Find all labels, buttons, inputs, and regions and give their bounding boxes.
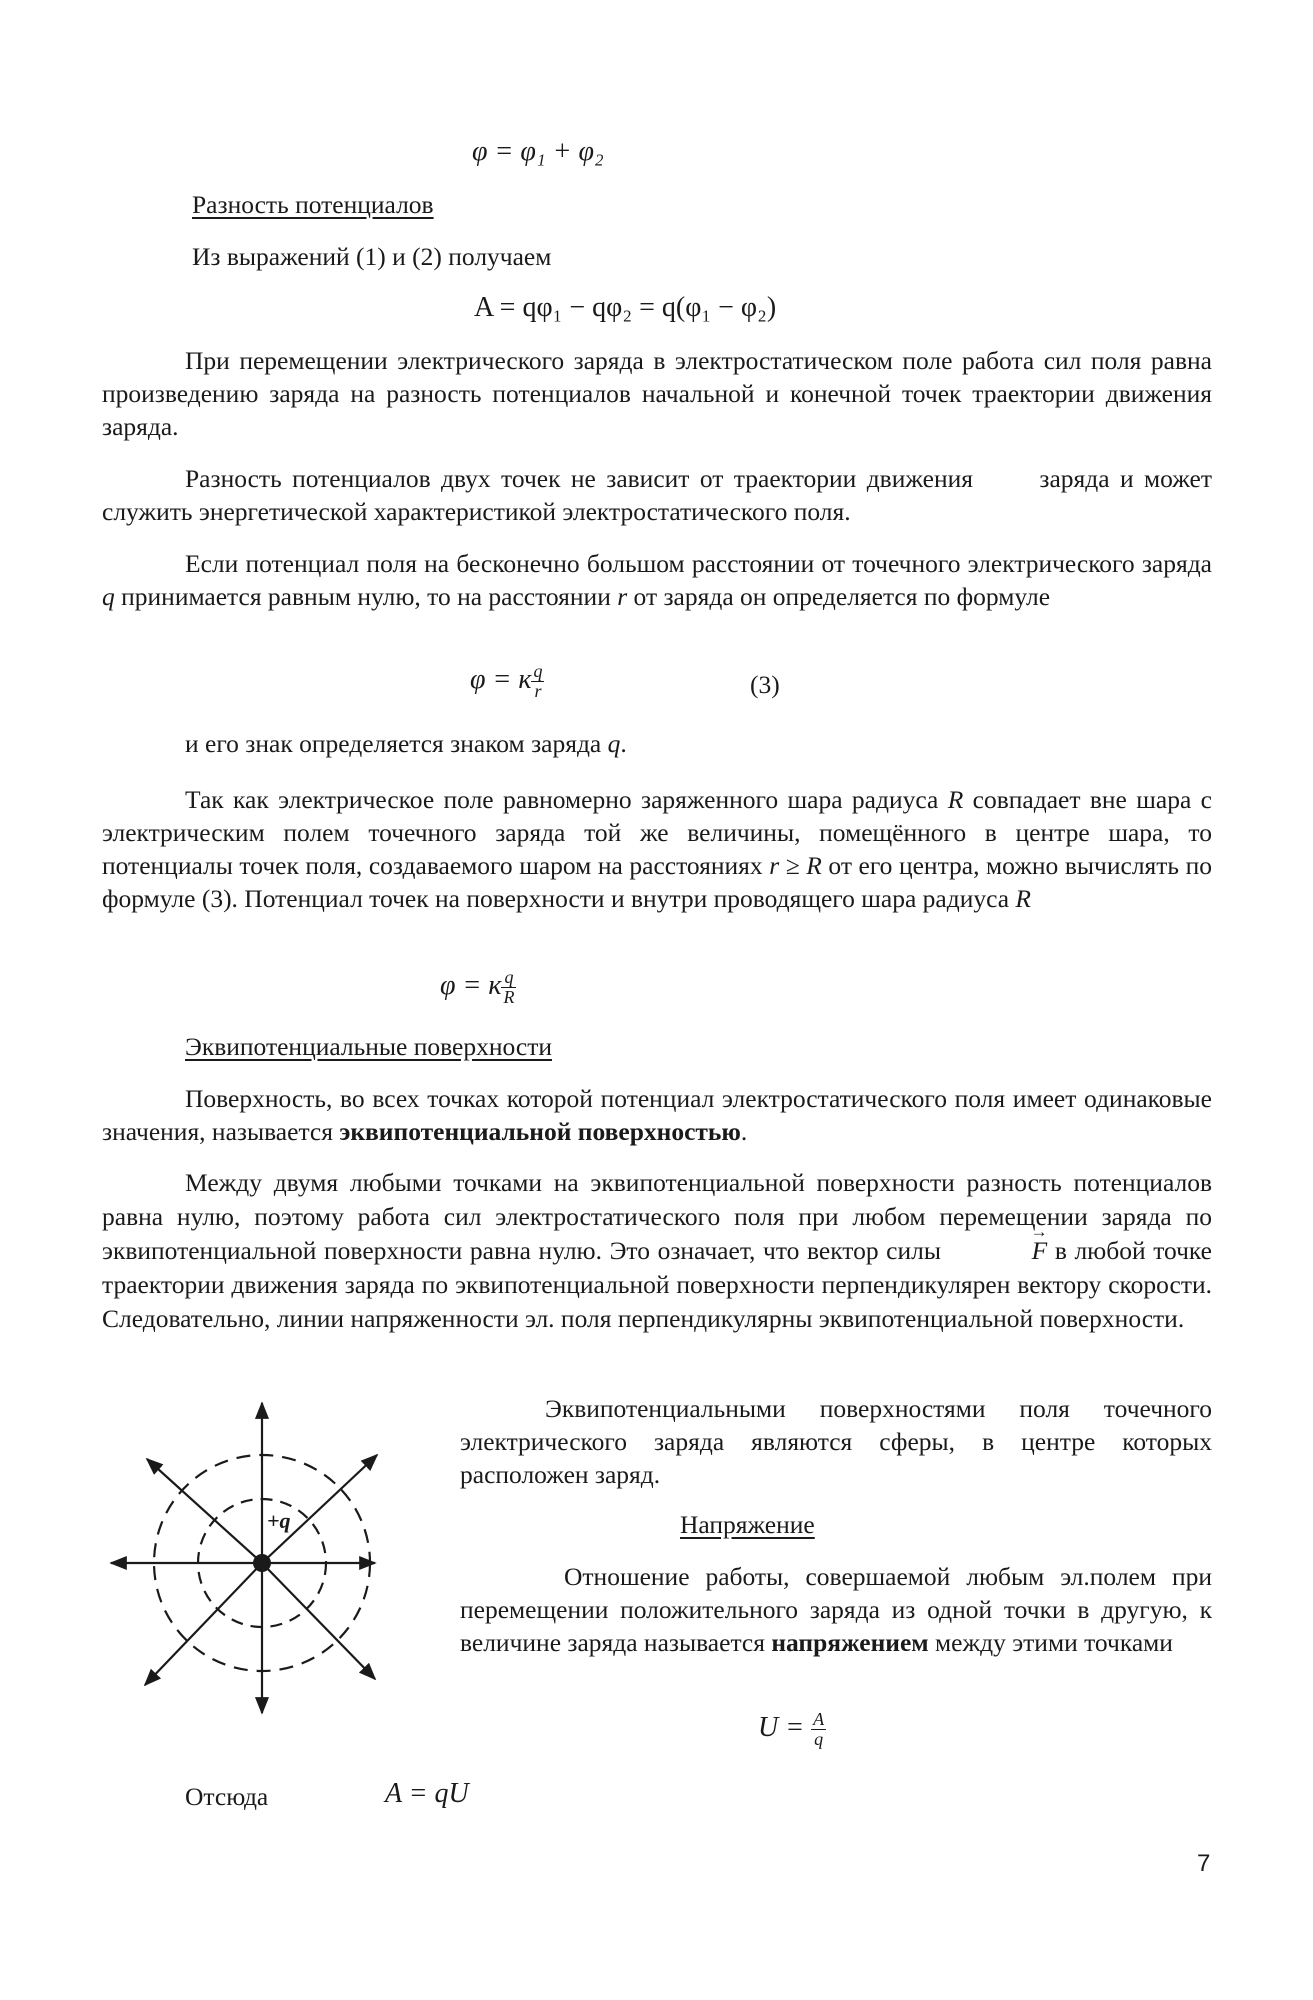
result-label: Отсюда — [185, 1782, 269, 1811]
formula-voltage — [758, 1710, 826, 1749]
equipotential-figure — [105, 1395, 385, 1720]
paragraph-independence-part-a: Разность потенциалов двух точек не зависит от траектории движения — [185, 464, 973, 493]
paragraph-eq-def-dot: . — [740, 1117, 748, 1146]
paragraph-infinity — [102, 547, 1212, 613]
formula-phi-sum — [472, 136, 604, 168]
paragraph-from-expressions: Из выражений (1) и (2) получаем — [192, 242, 552, 271]
formula-sphere-potential — [440, 968, 516, 1007]
formula-number-3: (3) — [750, 670, 780, 699]
fraction-q-over-R — [501, 968, 516, 1007]
fraction-denominator: q — [814, 1729, 824, 1749]
fraction-denominator: r — [534, 681, 542, 701]
fraction-A-over-q — [811, 1710, 826, 1749]
paragraph-eq-work-part-b: в любой точке траектории движения заряда по эквипотенциальной поверхности перпендикулярен вектору скорости. Следовательно, линии напряженности эл. поля перпендикулярны эквипотенциальной поверхности. — [102, 1236, 1213, 1333]
fraction-numerator: q — [533, 661, 543, 681]
paragraph-equipotential-work — [102, 1166, 1212, 1336]
paragraph-independence-part-b: заряда и — [1039, 464, 1134, 493]
field-line-down-right — [262, 1563, 375, 1679]
fraction-denominator: R — [503, 987, 515, 1007]
fraction-numerator: q — [501, 968, 516, 988]
heading-voltage: Напряжение — [680, 1510, 815, 1539]
paragraph-spheres: Эквипотенциальными поверхностями поля точечного электрического заряда являются сферы, в центре которых расположен заряд. — [460, 1394, 1212, 1489]
paragraph-sphere-R1: R — [947, 785, 964, 814]
formula-work — [474, 292, 776, 324]
fraction-numerator: A — [813, 1709, 825, 1729]
paragraph-equipotential-definition — [102, 1082, 1212, 1148]
paragraph-infinity-r: r — [617, 582, 628, 611]
paragraph-sphere-R2: R — [1015, 884, 1031, 913]
page-number: 7 — [1197, 1850, 1211, 1877]
formula-sphere-lhs: φ = к — [440, 969, 502, 1001]
charge-label: +q — [267, 1508, 291, 1533]
heading-equipotential: Эквипотенциальные поверхности — [185, 1032, 552, 1061]
paragraph-infinity-part-a: Если потенциал поля на бесконечно большом расстоянии от точечного электрического заряда — [185, 549, 1212, 578]
formula-work-text: A = qφ₁ − qφ₂ = q(φ₁ − φ₂) — [474, 292, 777, 323]
heading-potential-difference: Разность потенциалов — [192, 190, 434, 219]
paragraph-sign — [185, 727, 627, 760]
paragraph-voltage-part-a: Отношение работы, совершаемой любым эл.полем при перемещении положительного заряда из одной точки в другую, к величине заряда называется — [460, 1562, 1212, 1657]
field-line-up-left — [147, 1459, 262, 1563]
paragraph-eq-work-part-a: Между двумя любыми точками на эквипотенциальной поверхности разность потенциалов равна нулю, поэтому работа сил электростатического поля при любом перемещении заряда по эквипотенциальной поверхности равна нулю. Это означает, что вектор силы — [102, 1168, 1212, 1265]
formula-result: A = qU — [385, 1778, 469, 1809]
field-line-down-left — [145, 1563, 262, 1685]
paragraph-voltage — [460, 1560, 1212, 1659]
point-charge — [253, 1554, 271, 1572]
paragraph-work: При перемещении электрического заряда в электростатическом поле работа сил поля равна произведению заряда на разность потенциалов начальной и конечной точек траектории движения заряда. — [102, 346, 1212, 441]
paragraph-eq-def-part-a: Поверхность, во всех точках которой потенциал электростатического поля имеет одинаковые значения, называется — [102, 1084, 1212, 1146]
paragraph-sphere-part-b: совпадает вне шара с электрическим полем точечного заряда той же величины, помещённого в центре шара, то потенциалы точек поля, создаваемого шаром на расстояниях — [102, 785, 1212, 880]
paragraph-independence-part-c: может служить энергетической характеристикой электростатического поля. — [102, 464, 1213, 526]
paragraph-sign-dot: . — [620, 729, 627, 758]
paragraph-sphere-part-a: Так как электрическое поле равномерно заряженного шара радиуса — [185, 785, 939, 814]
paragraph-voltage-part-b: между этими точками — [935, 1628, 1173, 1657]
paragraph-eq-def-bold: эквипотенциальной поверхностью — [339, 1117, 741, 1146]
paragraph-sphere — [102, 783, 1212, 915]
formula-phi-sum-text: φ = φ₁ + φ₂ — [472, 136, 604, 167]
fraction-q-over-r — [531, 662, 544, 701]
paragraph-sign-text: и его знак определяется знаком заряда — [185, 729, 602, 758]
paragraph-sphere-part-c: от его центра, можно вычислять по формуле (3). Потенциал точек на поверхности и внутри проводящего шара радиуса — [102, 851, 1213, 913]
paragraph-independence — [102, 462, 1212, 528]
formula-point-lhs: φ = к — [470, 663, 532, 695]
paragraph-infinity-part-c: от заряда он определяется по формуле — [633, 582, 1051, 611]
formula-point-potential — [470, 662, 544, 701]
formula-voltage-lhs: U = — [758, 1711, 805, 1743]
paragraph-sphere-condition: r ≥ R — [769, 851, 822, 880]
paragraph-infinity-part-b: принимается равным нулю, то на расстоянии — [121, 582, 611, 611]
vector-F: → F — [949, 1234, 1048, 1268]
paragraph-infinity-q: q — [102, 582, 115, 611]
paragraph-sign-q: q — [607, 729, 621, 758]
paragraph-voltage-bold: напряжением — [771, 1628, 929, 1657]
